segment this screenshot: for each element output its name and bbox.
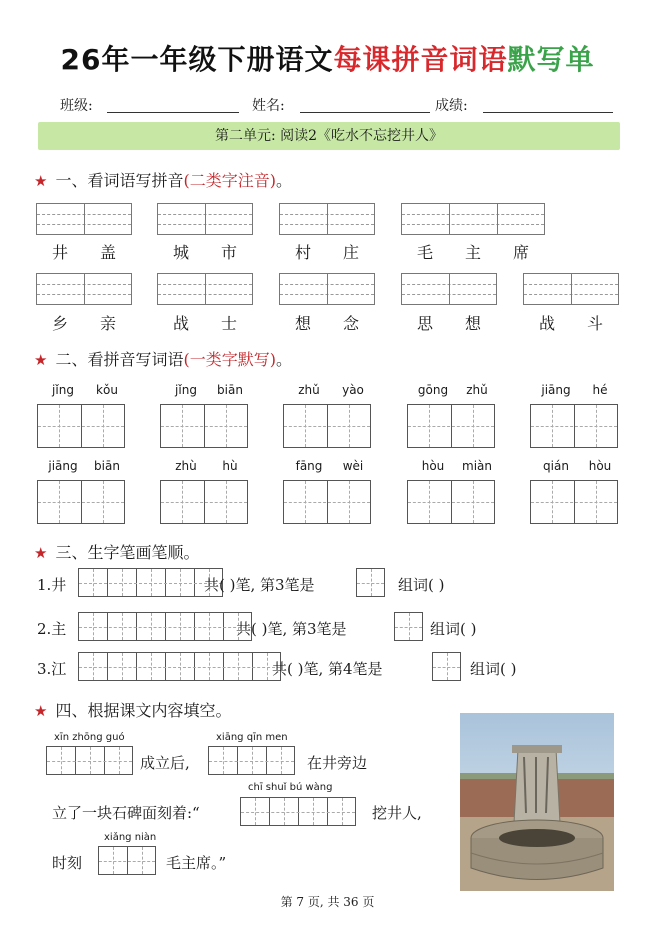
stroke-item-label: 2.主 [37,620,67,638]
word-character: 村 [294,243,311,262]
section2-end: 。 [275,350,292,369]
section4-title: 四、根据课文内容填空。 [55,701,232,720]
word-group-text: 组词( ) [398,576,445,594]
fill-grid[interactable] [208,746,295,775]
section2-note: (一类字默写) [183,350,276,369]
word-writing-grid[interactable] [530,404,618,448]
pinyin-label: zhù [175,459,197,473]
word-character: 席 [512,243,529,262]
word-character: 毛 [416,243,433,262]
word-character: 斗 [586,314,603,333]
word-character: 乡 [51,314,68,333]
title-part3: 默写单 [507,43,595,76]
pinyin-label: hù [222,459,238,473]
word-writing-grid[interactable] [160,480,248,524]
grid-guide [531,502,617,503]
class-label: 班级: [60,98,93,114]
stroke-count-text: 共( )笔, 第4笔是 [272,660,383,678]
stroke-item-label: 1.井 [37,576,67,594]
cell-divider [84,204,85,234]
pinyin-label: xiāng qīn men [216,732,288,743]
stroke-answer-box[interactable] [356,568,385,597]
word-character: 想 [464,314,481,333]
section1-note: (二类字注音) [183,171,276,190]
fill-grid[interactable] [98,846,156,875]
page-title [0,38,655,78]
word-character: 战 [538,314,555,333]
section1-title: 一、看词语写拼音 [55,171,184,190]
cell-divider [205,274,206,304]
cell-divider [449,204,450,234]
section4-heading [34,698,231,721]
grid-guide [357,583,384,584]
sentence-text: 成立后, [140,754,190,772]
grid-guide [161,502,247,503]
pinyin-writing-box[interactable] [36,273,132,305]
sentence-text: 在井旁边 [307,754,368,772]
pinyin-label: qián [543,459,569,473]
name-label: 姓名: [252,98,285,114]
pinyin-label: wèi [342,459,364,473]
stroke-answer-box[interactable] [394,612,423,641]
cell-divider [327,204,328,234]
stroke-order-grid[interactable] [78,652,281,681]
word-writing-grid[interactable] [283,404,371,448]
word-character: 士 [220,314,237,333]
pinyin-label: jǐng [52,383,74,397]
word-character: 战 [172,314,189,333]
well-illustration [460,713,614,891]
word-group-text: 组词( ) [430,620,477,638]
pinyin-label: miàn [462,459,492,473]
word-writing-grid[interactable] [37,404,125,448]
grid-guide [433,667,460,668]
word-writing-grid[interactable] [407,480,495,524]
sentence-text: 挖井人, [372,804,422,822]
pinyin-label: hé [592,383,608,397]
pinyin-writing-box[interactable] [523,273,619,305]
word-character: 想 [294,314,311,333]
cell-divider [571,274,572,304]
grid-guide [79,627,251,628]
grid-guide [79,583,222,584]
class-field[interactable] [107,112,239,113]
pinyin-label: zhǔ [466,383,488,397]
star-icon: ★ [34,172,48,190]
stroke-answer-box[interactable] [432,652,461,681]
grid-guide [241,812,355,813]
star-icon: ★ [34,702,48,720]
word-writing-grid[interactable] [283,480,371,524]
cell-divider [84,274,85,304]
pinyin-label: fāng [295,459,323,473]
word-character: 市 [220,243,237,262]
stroke-order-grid[interactable] [78,568,223,597]
cell-divider [449,274,450,304]
grid-guide [284,426,370,427]
pinyin-writing-box[interactable] [157,203,253,235]
pinyin-label: xīn zhōng guó [54,732,125,743]
word-writing-grid[interactable] [160,404,248,448]
pinyin-writing-box[interactable] [279,273,375,305]
pinyin-label: yào [342,383,364,397]
cell-divider [327,274,328,304]
pinyin-label: hòu [588,459,612,473]
sentence-text: 时刻 [52,854,83,872]
pinyin-writing-box[interactable] [157,273,253,305]
word-character: 盖 [99,243,116,262]
word-writing-grid[interactable] [407,404,495,448]
grid-guide [209,761,294,762]
pinyin-label: gōng [417,383,449,397]
pinyin-label: kǒu [96,383,118,397]
word-character: 井 [51,243,68,262]
pinyin-label: xiǎng niàn [104,832,157,843]
pinyin-writing-box[interactable] [279,203,375,235]
guide-line [402,214,544,215]
word-character: 城 [172,243,189,262]
stroke-count-text: 共( )笔, 第3笔是 [204,576,315,594]
word-character: 亲 [99,314,116,333]
grid-guide [408,502,494,503]
star-icon: ★ [34,544,48,562]
pinyin-label: biān [217,383,243,397]
score-field[interactable] [483,112,613,113]
stroke-order-grid[interactable] [78,612,252,641]
grid-guide [38,502,124,503]
cell-divider [205,204,206,234]
word-character: 庄 [342,243,359,262]
star-icon: ★ [34,351,48,369]
grid-guide [395,627,422,628]
pinyin-label: hòu [421,459,445,473]
grid-guide [531,426,617,427]
pinyin-label: jiāng [48,459,78,473]
name-field[interactable] [300,112,430,113]
section2-title: 二、看拼音写词语 [55,350,184,369]
grid-guide [408,426,494,427]
grid-guide [47,761,132,762]
pinyin-label: jǐng [175,383,197,397]
fill-grid[interactable] [46,746,133,775]
stroke-count-text: 共( )笔, 第3笔是 [236,620,347,638]
section1-heading [34,168,292,191]
word-character: 念 [342,314,359,333]
cell-divider [497,204,498,234]
word-group-text: 组词( ) [470,660,517,678]
word-character: 思 [416,314,433,333]
grid-guide [79,667,280,668]
section3-title: 三、生字笔画笔顺。 [55,543,200,562]
sentence-text: 毛主席。” [166,854,227,872]
well-photo [460,713,614,891]
pinyin-writing-box[interactable] [401,203,545,235]
sentence-text: 立了一块石碑面刻着:“ [52,804,200,822]
pinyin-label: jiāng [541,383,571,397]
score-label: 成绩: [435,98,468,114]
section3-heading [34,540,199,563]
word-character: 主 [464,243,481,262]
stroke-item-label: 3.江 [37,660,67,678]
grid-guide [161,426,247,427]
title-part1: 26年一年级下册语文 [60,43,334,76]
pinyin-writing-box[interactable] [36,203,132,235]
word-writing-grid[interactable] [37,480,125,524]
pinyin-writing-box[interactable] [401,273,497,305]
grid-guide [38,426,124,427]
pinyin-label: biān [94,459,120,473]
fill-grid[interactable] [240,797,356,826]
section1-end: 。 [275,171,292,190]
guide-line [402,224,544,225]
unit-banner: 第二单元: 阅读2《吃水不忘挖井人》 [38,122,620,150]
section2-heading [34,347,292,370]
word-writing-grid[interactable] [530,480,618,524]
grid-guide [99,861,155,862]
title-part2: 每课拼音词语 [333,43,508,76]
page-footer: 第 7 页, 共 36 页 [280,895,375,909]
pinyin-label: zhǔ [298,383,320,397]
pinyin-label: chī shuǐ bú wàng [248,782,333,793]
grid-guide [284,502,370,503]
